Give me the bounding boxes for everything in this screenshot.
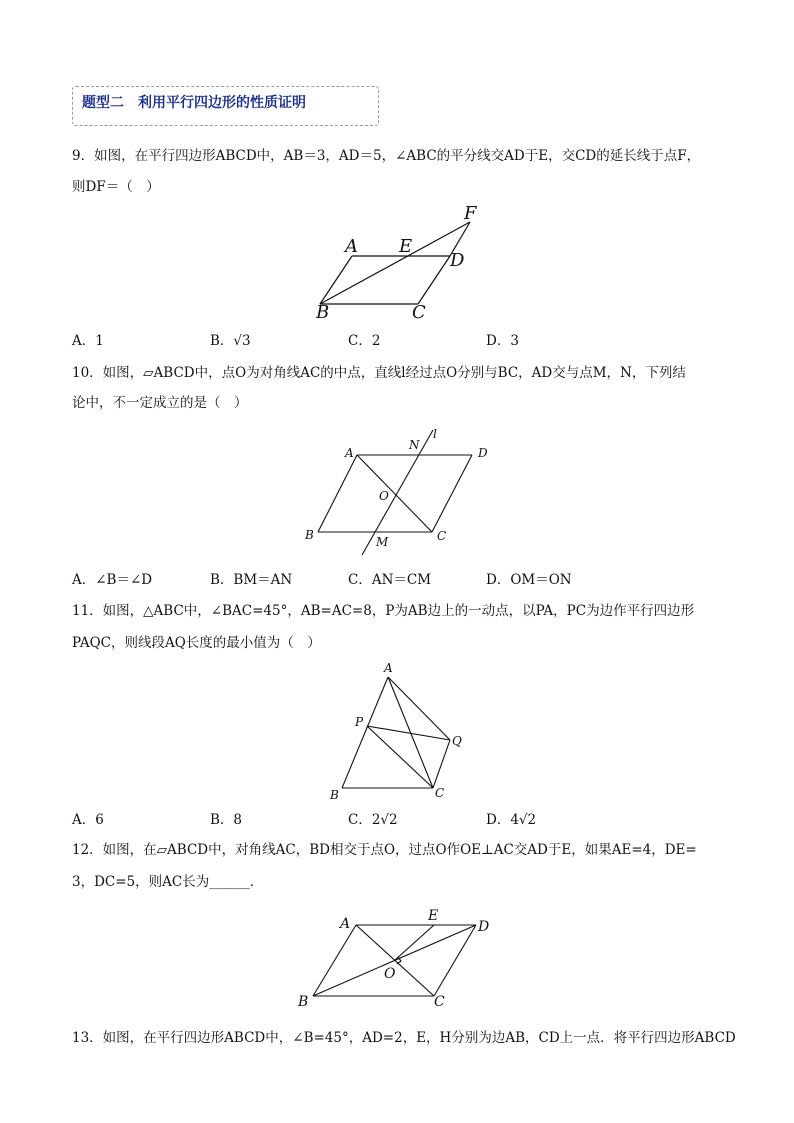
q9-label-e: E (399, 236, 413, 257)
q9-label-b: B (316, 302, 330, 323)
q10-option-a: A．∠B＝∠D (72, 572, 153, 588)
q9-option-b: B．√3 (210, 333, 251, 349)
q10-line-l (362, 430, 433, 555)
q12-figure (290, 900, 500, 1015)
q10-label-n: N (409, 438, 420, 452)
q10-label-m: M (376, 535, 389, 549)
q9-label-a: A (345, 236, 358, 257)
q12-label-o: O (384, 966, 396, 982)
q12-segment-ba (313, 925, 356, 996)
q11-segment-aq (388, 677, 450, 740)
q10-diagonal-ac (357, 455, 432, 532)
q12-segment-oe (395, 925, 434, 960)
q11-option-b: B．8 (210, 812, 243, 828)
q9-label-c: C (412, 302, 426, 323)
q9-label-d: D (450, 250, 465, 271)
q11-text-line-1: 11．如图，△ABC中，∠BAC=45°，AB=AC=8，P为AB边上的一动点，以PA，PC为边作平行四边形 (72, 603, 695, 619)
q9-segment-bf (320, 222, 470, 304)
q11-option-a: A．6 (72, 812, 104, 828)
q12-label-c: C (434, 994, 445, 1010)
q10-figure (300, 425, 500, 555)
q11-label-q: Q (452, 734, 462, 748)
q10-option-d: D．OM＝ON (486, 572, 572, 588)
q12-label-a: A (340, 916, 351, 932)
q9-segment-dc (418, 256, 450, 304)
q9-text-line-2: 则DF＝（ ） (72, 179, 160, 195)
q9-option-c: C．2 (348, 333, 381, 349)
q13-text-line-1: 13．如图，在平行四边形ABCD中，∠B=45°，AD=2，E，H分别为边AB，CD上一点．将平行四边形ABCD (72, 1030, 736, 1046)
q11-label-a: A (384, 661, 393, 675)
q12-diagonal-bd (313, 925, 476, 996)
q12-label-b: B (298, 994, 309, 1010)
q10-option-c: C．AN＝CM (348, 572, 432, 588)
q10-text-line-2: 论中，不一定成立的是（ ） (72, 395, 248, 411)
q9-segment-ba (320, 256, 352, 304)
q12-text-line-2: 3，DC=5，则AC长为______． (72, 874, 264, 890)
q9-figure (300, 200, 500, 325)
q10-text-line-1: 10．如图，▱ABCD中，点O为对角线AC的中点，直线l经过点O分别与BC，AD交与点M，N，下列结 (72, 365, 686, 381)
q11-segment-ab (342, 677, 388, 788)
q10-label-d: D (478, 446, 488, 460)
q10-label-c: C (437, 529, 447, 543)
q9-label-f: F (464, 203, 477, 224)
q9-option-d: D．3 (486, 333, 519, 349)
q10-label-l: l (433, 427, 437, 441)
q11-option-c: C．2√2 (348, 812, 398, 828)
q9-text-line-1: 9．如图，在平行四边形ABCD中，AB＝3，AD＝5，∠ABC的平分线交AD于E，交CD的延长线于点F， (72, 148, 701, 164)
q11-segment-qc (433, 740, 450, 788)
q11-option-d: D．4√2 (486, 812, 537, 828)
q10-segment-dc (432, 455, 472, 532)
q11-label-b: B (330, 788, 339, 802)
q11-label-p: P (355, 715, 364, 729)
q10-segment-ba (318, 455, 357, 532)
q10-label-o: O (379, 489, 389, 503)
section-title: 题型二 利用平行四边形的性质证明 (82, 95, 306, 111)
q12-label-e: E (428, 908, 439, 924)
q12-label-d: D (478, 919, 490, 935)
q10-label-a: A (345, 446, 354, 460)
q9-option-a: A．1 (72, 333, 104, 349)
q12-segment-dc (434, 925, 476, 996)
q10-label-b: B (305, 528, 314, 542)
q12-text-line-1: 12．如图，在▱ABCD中，对角线AC，BD相交于点O，过点O作OE⊥AC交AD于E，如果AE=4，DE= (72, 842, 697, 858)
q11-label-c: C (435, 786, 445, 800)
q11-text-line-2: PAQC，则线段AQ长度的最小值为（ ） (72, 635, 321, 651)
q10-option-b: B．BM＝AN (210, 572, 293, 588)
q11-figure (320, 658, 480, 803)
q11-segment-ca (388, 677, 433, 788)
